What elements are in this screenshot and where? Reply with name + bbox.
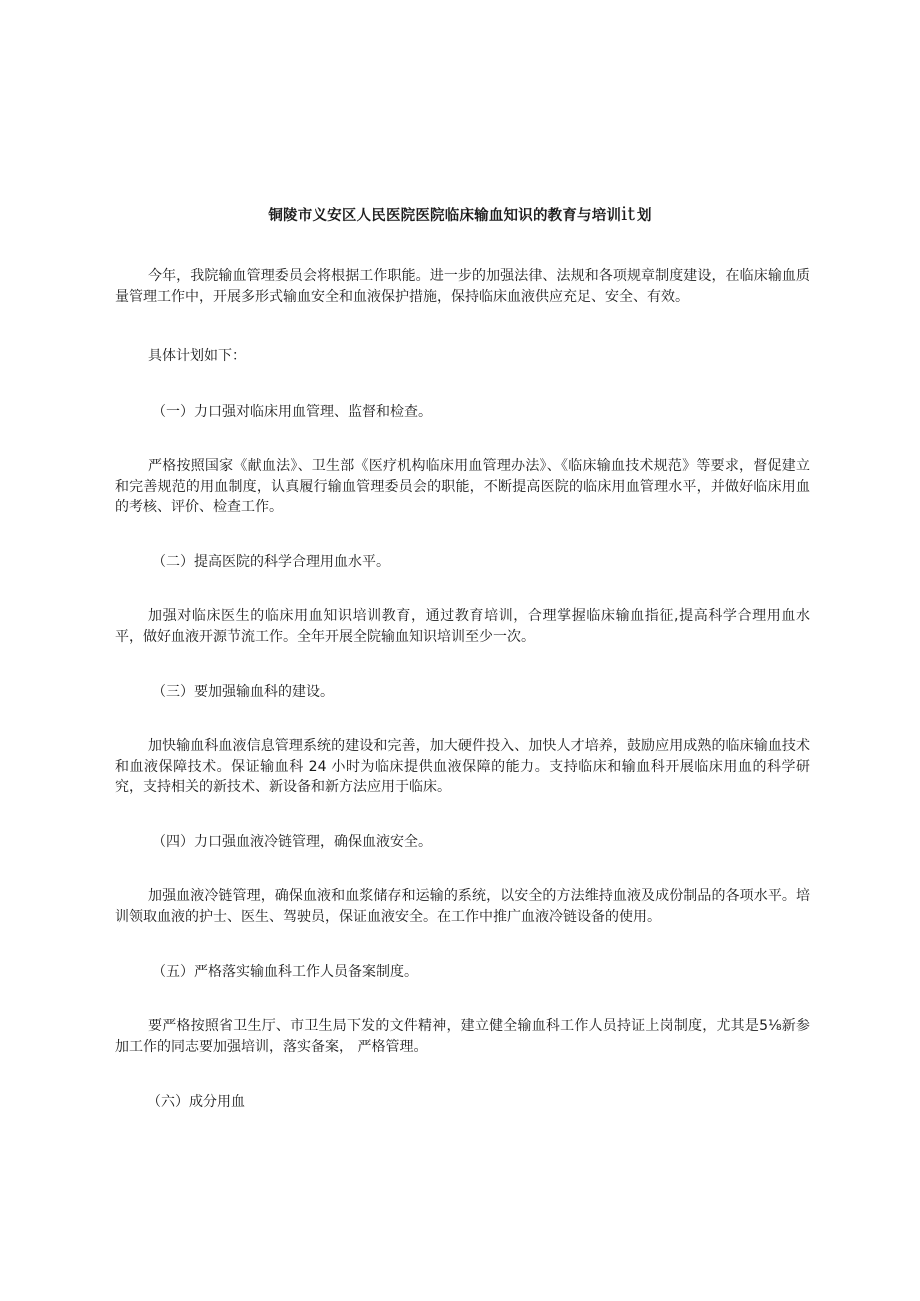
section-4-body: 加强血液冷链管理，确保血液和血浆储存和运输的系统，以安全的方法维持血液及成份制品的各项水平。培训领取血液的护士、医生、驾驶员，保证血液安全。在工作中推广血液冷链设备的使用。 bbox=[115, 888, 810, 925]
section-5-body: 要严格按照省卫生厅、市卫生局下发的文件精神，建立健全输血科工作人员持证上岗制度，尤其是5⅛新参加工作的同志要加强培训，落实备案， 严格管理。 bbox=[115, 1018, 810, 1055]
section-1-heading: （一）力口强对临床用血管理、监督和检查。 bbox=[152, 404, 432, 420]
section-3-heading: （三）要加强输血科的建设。 bbox=[152, 684, 334, 700]
section-3-body: 加快输血科血液信息管理系统的建设和完善，加大硬件投入、加快人才培养，鼓励应用成熟的临床输血技术和血液保障技术。保证输血科 24 小时为临床提供血液保障的能力。支持临床和输血科开展临床用血的科学研究，支持相关的新技术、新设备和新方法应用于临床。 bbox=[115, 738, 810, 795]
section-6-heading: （六）成分用血 bbox=[147, 1094, 245, 1110]
title-text: 铜陵市义安区人民医院医院临床输血知识的教育与培训 bbox=[268, 208, 622, 224]
section-5-heading: （五）严格落实输血科工作人员备案制度。 bbox=[152, 964, 418, 980]
document-title bbox=[0, 202, 920, 228]
section-2-heading: （二）提高医院的科学合理用血水平。 bbox=[152, 554, 390, 570]
title-latin-fragment: it bbox=[621, 203, 636, 225]
plan-intro: 具体计划如下： bbox=[148, 348, 246, 364]
section-4-heading: （四）力口强血液冷链管理，确保血液安全。 bbox=[152, 834, 432, 850]
intro-paragraph: 今年，我院输血管理委员会将根据工作职能。进一步的加强法律、法规和各项规章制度建设，在临床输血质量管理工作中，开展多形式输血安全和血液保护措施，保持临床血液供应充足、安全、有效。 bbox=[115, 268, 810, 305]
section-2-body: 加强对临床医生的临床用血知识培训教育，通过教育培训，合理掌握临床输血指征,提高科学合理用血水平，做好血液开源节流工作。全年开展全院输血知识培训至少一次。 bbox=[115, 608, 810, 645]
title-tail: 划 bbox=[636, 208, 652, 224]
section-1-body: 严格按照国家《献血法》、卫生部《医疗机构临床用血管理办法》、《临床输血技术规范》等要求，督促建立和完善规范的用血制度，认真履行输血管理委员会的职能，不断提高医院的临床用血管理水平，并做好临床用血的考核、评价、检查工作。 bbox=[115, 458, 810, 515]
